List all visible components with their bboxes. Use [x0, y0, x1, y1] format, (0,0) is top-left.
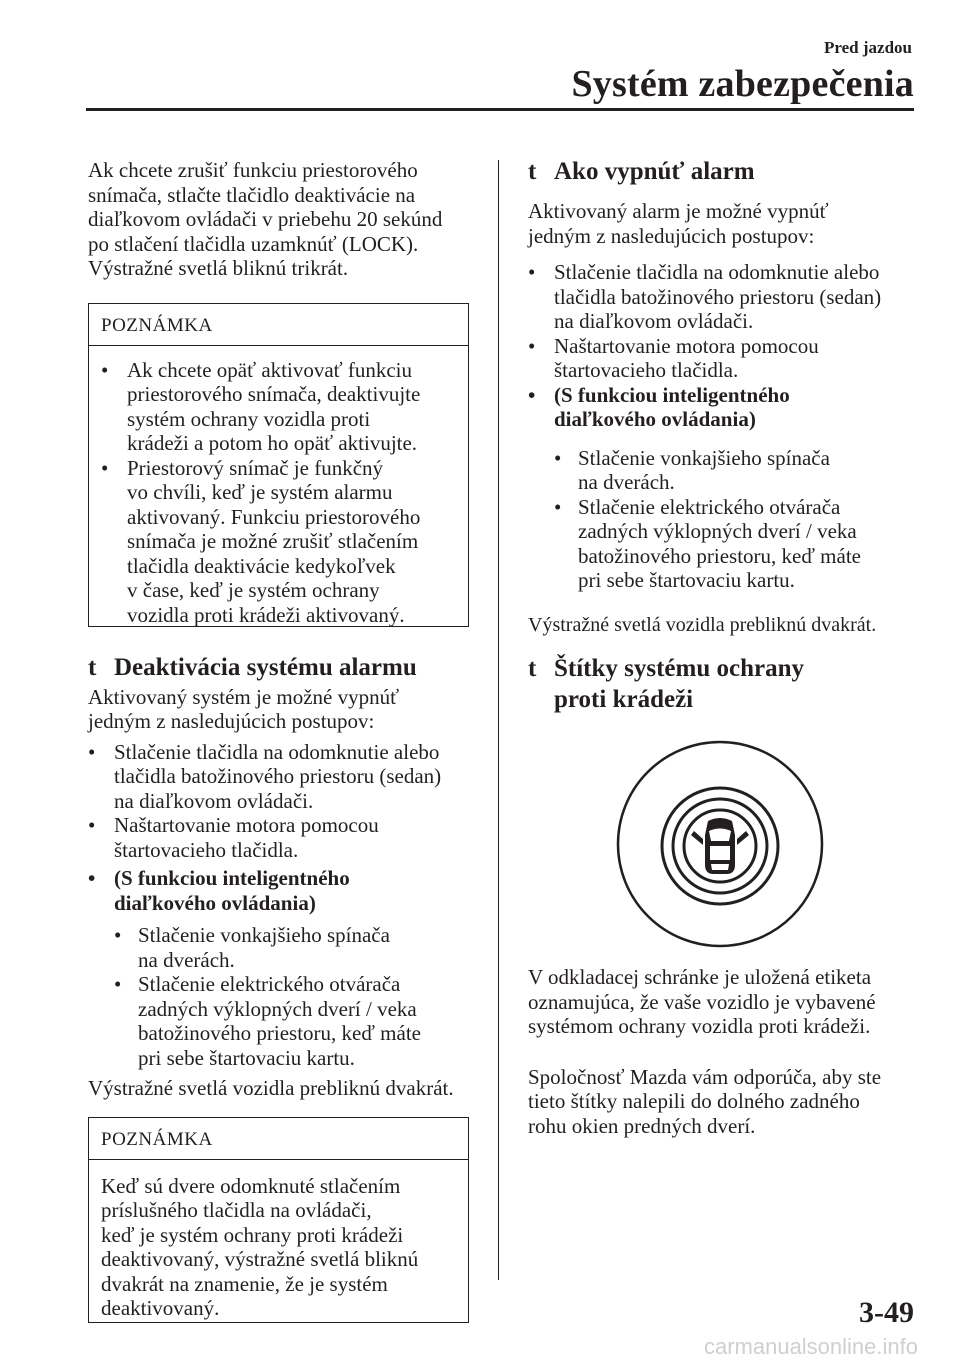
anti-theft-sticker [615, 739, 825, 949]
warning-sticker-icon [615, 739, 825, 949]
header-rule [86, 108, 914, 111]
note-bullet: • Ak chcete opäť aktivovať funkciu priestorového snímača, deaktivujte systém ochrany vozidla proti krádeži a potom ho opäť aktivujte. [101, 357, 421, 455]
section-heading-deactivation: t Deaktivácia systému alarmu [88, 653, 417, 681]
sub-list-item: • Stlačenie elektrického otvárača zadných výklopných dverí / veka batožinového priestoru, keď máte pri sebe štartovaciu kartu. [554, 494, 861, 592]
note-heading: POZNÁMKA [89, 304, 468, 346]
running-header-section: Pred jazdou [824, 38, 912, 57]
column-divider [498, 160, 499, 1280]
section-heading-alarm-off: t Ako vypnúť alarm [528, 158, 755, 185]
watermark: carmanualsonline.info [703, 1334, 918, 1359]
sticker-paragraph: V odkladacej schránke je uložená etiketa oznamujúca, že vaše vozidlo je vybavené systémom ochrany vozidla proti krádeži. [528, 965, 876, 1038]
section-marker: t [528, 655, 537, 682]
page-number: 3-49 [859, 1296, 914, 1329]
note-heading: POZNÁMKA [89, 1118, 468, 1160]
list-item: • (S funkciou inteligentného diaľkového ovládania) [88, 866, 350, 915]
list-item: • (S funkciou inteligentného diaľkového ovládania) [528, 382, 790, 431]
note-box-2: POZNÁMKA Keď sú dvere odomknuté stlačením príslušného tlačidla na ovládači, keď je systém ochrany proti krádeži deaktivovaný, výstražné svetlá bliknú dvakrát na znamenie, že je systém deaktivovaný. [88, 1117, 469, 1323]
left-column [88, 158, 488, 1323]
sub-list-item: • Stlačenie vonkajšieho spínača na dverách. [114, 923, 390, 972]
sub-list-item: • Stlačenie elektrického otvárača zadných výklopných dverí / veka batožinového priestoru, keď máte pri sebe štartovaciu kartu. [114, 972, 421, 1070]
list-item: • Naštartovanie motora pomocou štartovacieho tlačidla. [528, 333, 819, 382]
note-box-1 [88, 303, 469, 627]
right-column [528, 156, 918, 1138]
list-item: • Stlačenie tlačidla na odomknutie alebo tlačidla batožinového priestoru (sedan) na diaľkovom ovládači. [528, 260, 882, 333]
section-intro: Aktivovaný systém je možné vypnúť jedným z nasledujúcich postupov: [88, 684, 400, 733]
section-intro: Aktivovaný alarm je možné vypnúť jedným z nasledujúcich postupov: [528, 199, 829, 248]
intro-paragraph: Ak chcete zrušiť funkciu priestorového snímača, stlačte tlačidlo deaktivácie na diaľkovom ovládači v priebehu 20 sekúnd po stlačení tlačidla uzamknúť (LOCK). Výstražné svetlá bliknú trikrát. [88, 158, 443, 280]
section-marker: t [528, 158, 537, 185]
note-bullet: • Priestorový snímač je funkčný vo chvíli, keď je systém alarmu aktivovaný. Funkciu priestorového snímača je možné zrušiť stlačením tlačidla deaktivácie kedykoľvek v čase, keď je systém ochrany vozidla proti krádeži aktivovaný. [101, 455, 421, 627]
section-marker: t [88, 653, 97, 681]
section-outro: Výstražné svetlá vozidla prebliknú dvakrát. [528, 613, 877, 636]
list-item: • Naštartovanie motora pomocou štartovacieho tlačidla. [88, 813, 379, 862]
section-heading-stickers: t Štítky systému ochrany proti krádeži [528, 655, 805, 713]
page-title: Systém zabezpečenia [571, 63, 914, 105]
list-item: • Stlačenie tlačidla na odomknutie alebo tlačidla batožinového priestoru (sedan) na diaľkovom ovládači. [88, 739, 442, 813]
recommendation-paragraph: Spoločnosť Mazda vám odporúča, aby ste tieto štítky nalepili do dolného zadného rohu okien predných dverí. [528, 1064, 882, 1138]
section-outro: Výstražné svetlá vozidla prebliknú dvakrát. [88, 1076, 454, 1100]
sub-list-item: • Stlačenie vonkajšieho spínača na dverách. [554, 445, 830, 494]
